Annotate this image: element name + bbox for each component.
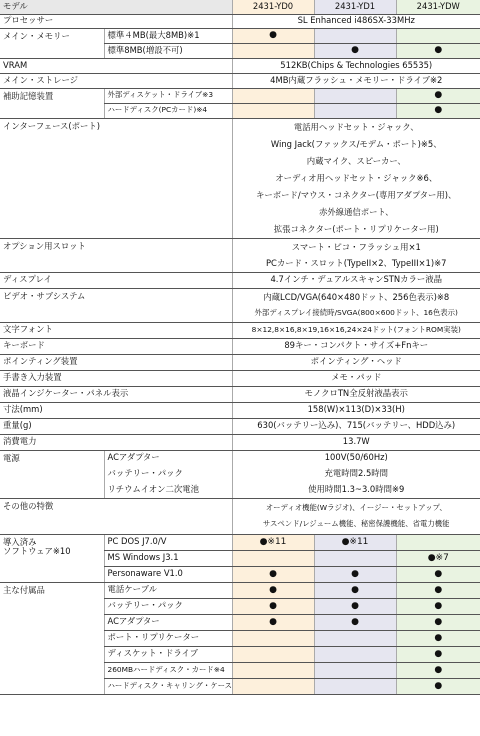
model-ydw: 2431-YDW [396, 0, 480, 14]
accessories-sub: 260MBハードディスク・カード※4 [104, 662, 232, 678]
software-cell: ● [232, 566, 314, 582]
cpu-row [0, 14, 480, 28]
storage-value: 4MB内蔵フラッシュ・メモリー・ドライブ※2 [232, 73, 480, 88]
iface-line: 赤外線通信ポート、 [318, 206, 394, 217]
accessories-cell [314, 630, 396, 646]
accessories-sub: ハードディスク・キャリング・ケース [104, 678, 232, 694]
slots-row [0, 238, 480, 272]
memory-opt2-ydw: ● [396, 43, 480, 58]
software-label-line: 導入済み [3, 536, 37, 547]
model-yd1: 2431-YD1 [314, 0, 396, 14]
pointing-label: ポインティング装置 [0, 354, 232, 370]
software-label [0, 534, 104, 582]
weight-label: 重量(g) [0, 418, 232, 434]
memory-opt2-yd1: ● [314, 43, 396, 58]
software-sub: Personaware V1.0 [104, 566, 232, 582]
supply-label: 電源 [0, 450, 104, 498]
other-label: その他の特徴 [0, 498, 232, 534]
memory-opt2: 標準8MB(増設不可) [104, 43, 232, 58]
aux-opt2: ハードディスク(PCカード)※4 [104, 103, 232, 118]
memory-opt1: 標準４MB(最大8MB)※1 [104, 28, 232, 43]
accessories-cell: ● [396, 662, 480, 678]
supply-value: 100V(50/60Hz) [232, 450, 480, 466]
header-label: モデル [0, 0, 232, 14]
power-value: 13.7W [232, 434, 480, 450]
iface-line: Wing Jack(ファックス/モデム・ポート)※5、 [270, 138, 442, 149]
supply-sub: ACアダプター [104, 450, 232, 466]
software-cell [232, 550, 314, 566]
software-cell [314, 550, 396, 566]
accessories-cell [232, 630, 314, 646]
accessories-cell: ● [232, 582, 314, 598]
display-row [0, 272, 480, 288]
accessories-cell: ● [396, 678, 480, 694]
memory-label: メイン・メモリー [0, 28, 104, 58]
accessories-cell: ● [396, 630, 480, 646]
iface-line: 電話用ヘッドセット・ジャック、 [293, 121, 419, 132]
font-row [0, 322, 480, 338]
iface-label: インターフェース(ポート) [0, 118, 232, 238]
accessories-cell [232, 662, 314, 678]
video-label: ビデオ・サブシステム [0, 288, 232, 322]
size-value: 158(W)×113(D)×33(H) [232, 402, 480, 418]
iface-line: 内蔵マイク、スピーカー、 [306, 155, 406, 166]
software-cell: ● [314, 566, 396, 582]
accessories-cell [314, 646, 396, 662]
accessories-cell: ● [314, 598, 396, 614]
aux-opt1-ydw: ● [396, 88, 480, 103]
aux-opt1-yd1 [314, 88, 396, 103]
accessories-sub: ACアダプター [104, 614, 232, 630]
software-cell: ●※11 [232, 534, 314, 550]
accessories-cell: ● [396, 598, 480, 614]
supply-value: 充電時間2.5時間 [232, 466, 480, 482]
memory-row-1 [0, 28, 480, 43]
software-sub: MS Windows J3.1 [104, 550, 232, 566]
iface-line: 拡張コネクター(ポート・リプリケーター用) [273, 223, 439, 234]
aux-opt2-yd1 [314, 103, 396, 118]
cpu-value: SL Enhanced i486SX-33MHz [232, 14, 480, 28]
font-label: 文字フォント [0, 322, 232, 338]
memory-opt1-yd0: ● [232, 28, 314, 43]
accessories-cell: ● [232, 598, 314, 614]
weight-value: 630(バッテリー込み)、715(バッテリー、HDD込み) [232, 418, 480, 434]
accessories-cell: ● [396, 646, 480, 662]
aux-label: 補助記憶装置 [0, 88, 104, 118]
supply-value: 使用時間1.3~3.0時間※9 [232, 482, 480, 498]
keyboard-value: 89キー・コンパクト・サイズ+Fnキー [232, 338, 480, 354]
accessories-row [0, 582, 480, 598]
other-row [0, 498, 480, 534]
accessories-sub: ディスケット・ドライブ [104, 646, 232, 662]
accessories-cell [314, 662, 396, 678]
display-value: 4.7インチ・デュアルスキャンSTNカラー液晶 [232, 272, 480, 288]
power-row [0, 434, 480, 450]
display-label: ディスプレイ [0, 272, 232, 288]
supply-sub: バッテリー・パック [104, 466, 232, 482]
iface-value [232, 118, 480, 238]
video-value [232, 288, 480, 322]
size-label: 寸法(mm) [0, 402, 232, 418]
iface-row [0, 118, 480, 238]
aux-opt1-yd0 [232, 88, 314, 103]
power-label: 消費電力 [0, 434, 232, 450]
header-row [0, 0, 480, 14]
aux-row-1 [0, 88, 480, 103]
model-yd0: 2431-YD0 [232, 0, 314, 14]
pen-value: メモ・パッド [232, 370, 480, 386]
pen-row [0, 370, 480, 386]
video-row [0, 288, 480, 322]
accessories-cell [232, 646, 314, 662]
aux-opt2-yd0 [232, 103, 314, 118]
software-row [0, 534, 480, 550]
video-line: 内蔵LCD/VGA(640×480ドット、256色表示)※8 [263, 292, 450, 302]
cpu-label: プロセッサー [0, 14, 232, 28]
font-value: 8×12,8×16,8×19,16×16,24×24ドット(フォントROM実装) [232, 322, 480, 338]
software-cell: ●※11 [314, 534, 396, 550]
accessories-cell: ● [314, 614, 396, 630]
iface-line: オーディオ用ヘッドセット・ジャック※6、 [275, 172, 438, 183]
lcdind-row [0, 386, 480, 402]
iface-line: キーボード/マウス・コネクター(専用アダプター用)、 [256, 189, 457, 200]
aux-opt2-ydw: ● [396, 103, 480, 118]
memory-opt1-yd1 [314, 28, 396, 43]
accessories-label [0, 582, 104, 694]
pen-label: 手書き入力装置 [0, 370, 232, 386]
software-cell: ●※7 [396, 550, 480, 566]
memory-opt1-ydw [396, 28, 480, 43]
vram-row [0, 58, 480, 73]
keyboard-row [0, 338, 480, 354]
supply-sub: リチウムイオン二次電池 [104, 482, 232, 498]
slots-label: オプション用スロット [0, 238, 232, 272]
software-label-line: ソフトウェア※10 [3, 546, 71, 557]
supply-row-1 [0, 450, 480, 466]
slots-line: PCカード・スロット(TypeII×2、TypeIII×1)※7 [266, 258, 447, 268]
memory-opt2-yd0 [232, 43, 314, 58]
aux-opt1: 外部ディスケット・ドライブ※3 [104, 88, 232, 103]
keyboard-label: キーボード [0, 338, 232, 354]
accessories-cell: ● [232, 614, 314, 630]
other-line: オーディオ機能(Wラジオ)、イージー・セットアップ、 [265, 503, 447, 512]
vram-label: VRAM [0, 58, 232, 73]
other-value [232, 498, 480, 534]
size-row [0, 402, 480, 418]
software-cell [396, 534, 480, 550]
accessories-sub: バッテリー・パック [104, 598, 232, 614]
slots-line: スマート・ピコ・フラッシュ用×1 [291, 242, 421, 252]
slots-value [232, 238, 480, 272]
accessories-sub: 電話ケーブル [104, 582, 232, 598]
software-sub: PC DOS J7.0/V [104, 534, 232, 550]
accessories-cell: ● [314, 582, 396, 598]
pointing-value: ポインティング・ヘッド [232, 354, 480, 370]
software-cell: ● [396, 566, 480, 582]
weight-row [0, 418, 480, 434]
other-line: サスペンド/レジューム機能、秘密保護機能、省電力機能 [262, 519, 450, 528]
accessories-cell: ● [396, 582, 480, 598]
pointing-row [0, 354, 480, 370]
video-line: 外部ディスプレイ接続時/SVGA(800×600ドット、16色表示) [254, 308, 458, 317]
lcdind-label: 液晶インジケーター・パネル表示 [0, 386, 232, 402]
accessories-cell [232, 678, 314, 694]
accessories-cell: ● [396, 614, 480, 630]
lcdind-value: モノクロTN全反射液晶表示 [232, 386, 480, 402]
storage-row [0, 73, 480, 88]
accessories-cell [314, 678, 396, 694]
vram-value: 512KB(Chips & Technologies 65535) [232, 58, 480, 73]
accessories-label-line: 主な付属品 [3, 584, 45, 595]
storage-label: メイン・ストレージ [0, 73, 232, 88]
accessories-sub: ポート・リプリケーター [104, 630, 232, 646]
